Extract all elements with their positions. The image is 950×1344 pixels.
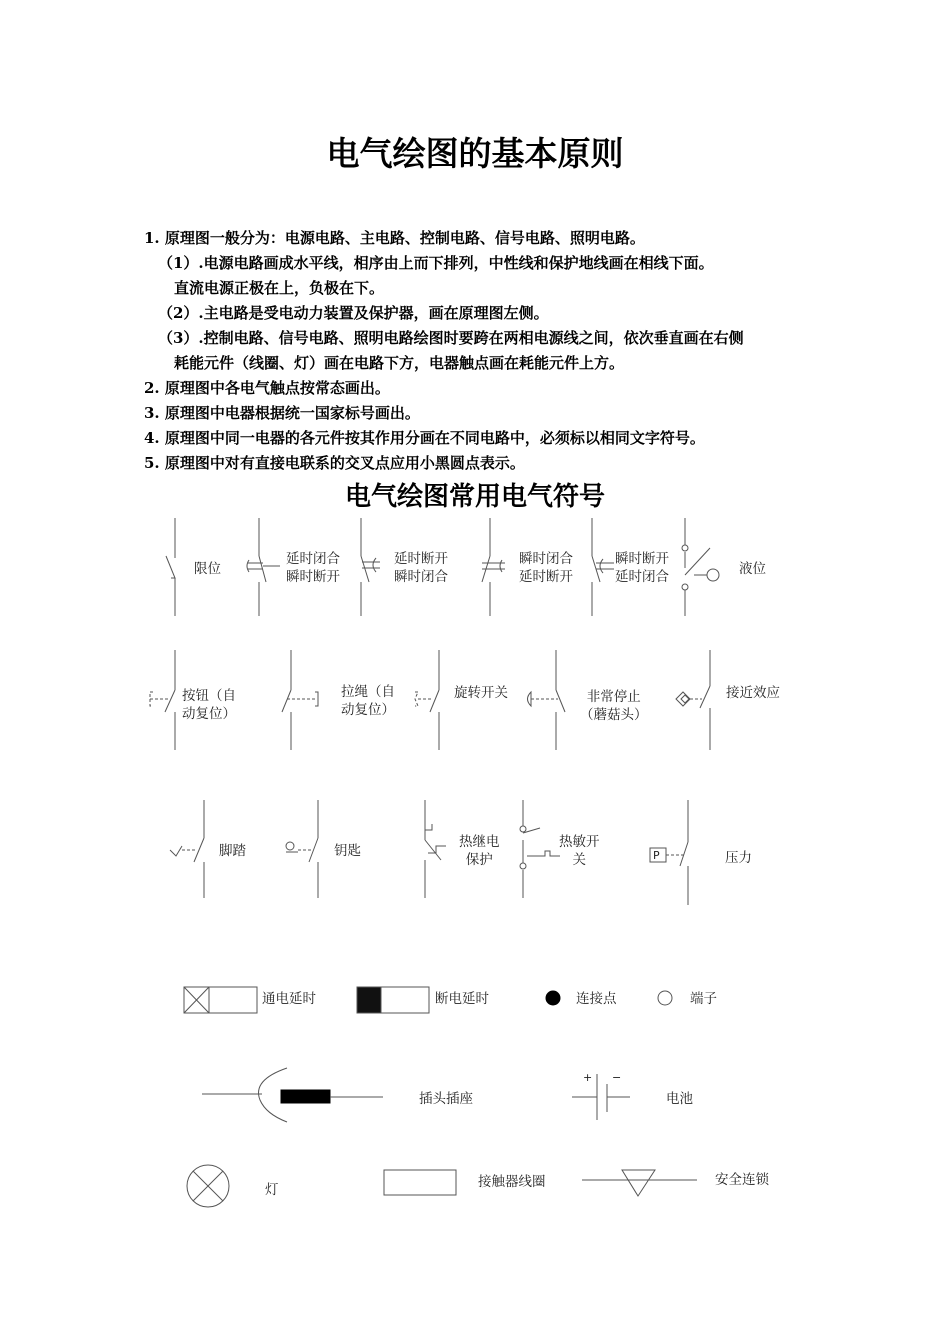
delay-close-label-line1: 延时闭合 bbox=[286, 551, 340, 567]
rotary-switch-label: 旋转开关 bbox=[454, 685, 508, 701]
rotary-switch-symbol bbox=[415, 650, 439, 750]
battery-label: 电池 bbox=[666, 1091, 693, 1107]
rule-1-3: （3）.控制电路、信号电路、照明电路绘图时要跨在两相电源线之间，依次垂直画在右侧 bbox=[158, 329, 744, 347]
lamp-label: 灯 bbox=[265, 1182, 279, 1198]
pull-cord-label bbox=[341, 683, 395, 719]
push-button-symbol bbox=[150, 650, 175, 750]
safety-interlock-symbol bbox=[582, 1170, 697, 1196]
foot-switch-symbol bbox=[170, 800, 204, 898]
lamp-symbol bbox=[187, 1165, 229, 1207]
contactor-coil-label: 接触器线圈 bbox=[478, 1174, 546, 1190]
off-delay-coil-symbol bbox=[357, 987, 429, 1013]
emergency-stop-symbol bbox=[528, 650, 566, 750]
emergency-stop-label bbox=[580, 688, 648, 724]
rule-1-1: （1）.电源电路画成水平线，相序由上而下排列，中性线和保护地线画在相线下面。 bbox=[158, 254, 714, 272]
rule-1-3-cont: 耗能元件（线圈、灯）画在电路下方，电器触点画在耗能元件上方。 bbox=[174, 354, 625, 372]
junction-label: 连接点 bbox=[576, 991, 617, 1007]
thermal-relay-label-line1: 热继电 bbox=[459, 834, 500, 850]
rule-3: 3. 原理图中电器根据统一国家标号画出。 bbox=[144, 404, 420, 422]
emergency-stop-label-line1: 非常停止 bbox=[586, 689, 641, 705]
delay-open-contact-symbol bbox=[361, 518, 380, 616]
pressure-box-label: P bbox=[653, 849, 660, 862]
instant-close-label-line1: 瞬时闭合 bbox=[519, 551, 573, 567]
thermostatic-switch-label-line2: 关 bbox=[572, 852, 586, 868]
instant-open-label-line1: 瞬时断开 bbox=[615, 551, 669, 567]
plug-socket-symbol bbox=[202, 1068, 383, 1122]
battery-plus-label: + bbox=[583, 1071, 593, 1084]
delay-open-label-line2: 瞬时闭合 bbox=[394, 569, 448, 585]
liquid-level-switch-symbol bbox=[682, 518, 719, 616]
instant-close-contact-symbol bbox=[482, 518, 505, 616]
foot-switch-label: 脚踏 bbox=[219, 843, 246, 859]
rule-1-1-cont: 直流电源正极在上，负极在下。 bbox=[174, 279, 385, 297]
key-switch-label: 钥匙 bbox=[334, 843, 361, 859]
rule-1: 1. 原理图一般分为：电源电路、主电路、控制电路、信号电路、照明电路。 bbox=[144, 229, 645, 247]
off-delay-label: 断电延时 bbox=[435, 991, 489, 1007]
rule-5: 5. 原理图中对有直接电联系的交叉点应用小黑圆点表示。 bbox=[144, 454, 525, 472]
delay-close-label bbox=[286, 550, 340, 586]
proximity-switch-symbol bbox=[676, 650, 710, 750]
battery-minus-label: − bbox=[612, 1071, 622, 1084]
thermostatic-switch-label-line1: 热敏开 bbox=[559, 834, 600, 850]
rule-4: 4. 原理图中同一电器的各元件按其作用分画在不同电路中，必须标以相同文字符号。 bbox=[144, 429, 705, 447]
push-button-label-line2: 动复位） bbox=[182, 706, 236, 722]
terminal-symbol bbox=[658, 991, 672, 1005]
page-title: 电气绘图的基本原则 bbox=[326, 134, 624, 173]
delay-open-label bbox=[394, 550, 448, 586]
thermal-relay-label bbox=[459, 833, 500, 869]
proximity-label: 接近效应 bbox=[726, 685, 780, 701]
limit-switch-label: 限位 bbox=[194, 561, 221, 577]
thermostatic-switch-label bbox=[559, 833, 600, 869]
junction-dot-symbol bbox=[546, 991, 560, 1005]
terminal-label: 端子 bbox=[690, 991, 717, 1007]
safety-interlock-label: 安全连锁 bbox=[715, 1172, 769, 1188]
limit-switch-symbol bbox=[166, 518, 175, 616]
push-button-label-line1: 按钮（自 bbox=[182, 688, 236, 704]
pull-cord-switch-symbol bbox=[282, 650, 318, 750]
push-button-label bbox=[182, 687, 236, 723]
thermal-relay-symbol bbox=[425, 800, 446, 898]
on-delay-coil-symbol bbox=[184, 987, 257, 1013]
instant-open-label-line2: 延时闭合 bbox=[615, 569, 669, 585]
rule-2: 2. 原理图中各电气触点按常态画出。 bbox=[144, 379, 390, 397]
contactor-coil-symbol bbox=[384, 1170, 456, 1195]
pull-cord-label-line1: 拉绳（自 bbox=[341, 684, 395, 700]
thermal-relay-label-line2: 保护 bbox=[465, 852, 493, 868]
rule-1-2: （2）.主电路是受电动力装置及保护器，画在原理图左侧。 bbox=[158, 304, 549, 322]
symbols-title: 电气绘图常用电气符号 bbox=[344, 482, 605, 512]
key-switch-symbol bbox=[286, 800, 318, 898]
delay-close-contact-symbol bbox=[247, 518, 280, 616]
thermostatic-switch-symbol bbox=[520, 800, 560, 898]
instant-open-label bbox=[615, 550, 669, 586]
pressure-switch-label: 压力 bbox=[725, 850, 752, 866]
battery-symbol bbox=[572, 1074, 630, 1120]
emergency-stop-label-line2: （蘑菇头） bbox=[580, 707, 648, 723]
instant-close-label bbox=[519, 550, 573, 586]
liquid-level-label: 液位 bbox=[739, 561, 766, 577]
plug-socket-label: 插头插座 bbox=[419, 1091, 473, 1107]
instant-close-label-line2: 延时断开 bbox=[519, 569, 573, 585]
delay-open-label-line1: 延时断开 bbox=[394, 551, 448, 567]
on-delay-label: 通电延时 bbox=[262, 991, 316, 1007]
delay-close-label-line2: 瞬时断开 bbox=[286, 569, 340, 585]
pull-cord-label-line2: 动复位） bbox=[341, 702, 395, 718]
instant-open-contact-symbol bbox=[592, 518, 614, 616]
